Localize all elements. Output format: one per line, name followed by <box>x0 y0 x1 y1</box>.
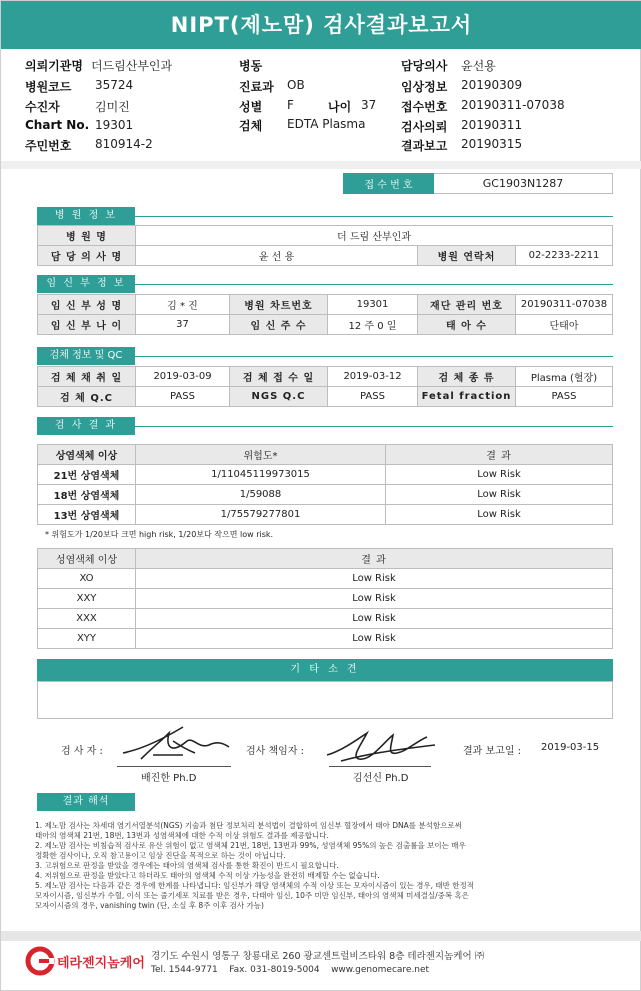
hospital-contact-value: 02-2233-2211 <box>516 246 613 266</box>
company-address: 경기도 수원시 영통구 창룡대로 260 광교센트럴비즈타워 8층 테라젠지놈케어 ㈜ <box>151 951 485 962</box>
fetal-fraction-label: Fetal fraction <box>418 387 516 407</box>
sex-chromosome-header: 성염색체 이상 <box>38 549 136 569</box>
section-patient-info: 임 신 부 정 보 <box>37 275 135 293</box>
value-clinical-info: 20190309 <box>461 78 523 92</box>
note-line: 4. 저위험으로 판정을 받았다고 하더라도 태아의 염색체 수적 이상 가능성을 완전히 배제할 수는 없습니다. <box>35 871 380 880</box>
report-title: NIPT(제노맘) 검사결과보고서 <box>1 1 641 49</box>
section-test-results: 검 사 결 과 <box>37 417 135 435</box>
value-examinee: 김미진 <box>95 100 130 114</box>
table-row <box>38 485 613 505</box>
examiner-label: 검 사 자 : <box>61 746 103 757</box>
value-department: OB <box>287 78 305 92</box>
label-accession: 접수번호 <box>401 100 448 114</box>
sex-xxx-result: Low Risk <box>136 609 613 629</box>
fetus-count-value: 단태아 <box>516 315 613 335</box>
receipt-box <box>343 173 613 194</box>
table-row <box>38 569 613 589</box>
chromosome-21-label: 21번 상염색체 <box>38 465 136 485</box>
hospital-name-label: 병 원 명 <box>38 226 136 246</box>
company-logo <box>25 945 155 977</box>
report-date-label: 결과 보고일 : <box>463 746 522 757</box>
section-hospital-info: 병 원 정 보 <box>37 207 135 225</box>
sex-xo-result: Low Risk <box>136 569 613 589</box>
chromosome-13-label: 13번 상염색체 <box>38 505 136 525</box>
patient-name-label: 임 신 부 성 명 <box>38 295 136 315</box>
ngs-qc-value: PASS <box>328 387 418 407</box>
hospital-name-value: 더 드림 산부인과 <box>136 226 613 246</box>
footer-bar <box>1 931 641 941</box>
header-info <box>1 49 641 161</box>
patient-name-value: 김 * 진 <box>136 295 230 315</box>
value-request: 20190311 <box>461 118 523 132</box>
label-hospital-code: 병원코드 <box>25 80 72 94</box>
remarks-body <box>37 681 613 719</box>
patient-age-label: 임 신 부 나 이 <box>38 315 136 335</box>
remarks-header: 기 타 소 견 <box>37 659 613 681</box>
value-doctor: 윤선용 <box>461 59 496 73</box>
responsible-sign-line <box>329 766 431 767</box>
report-date-value: 2019-03-15 <box>541 742 600 753</box>
receipt-date-label: 검 체 접 수 일 <box>230 367 328 387</box>
chart-number-label: 병원 차트번호 <box>230 295 328 315</box>
label-request: 검사의뢰 <box>401 120 448 134</box>
gestational-weeks-label: 임 신 주 수 <box>230 315 328 335</box>
table-row <box>38 505 613 525</box>
sex-xxy-result: Low Risk <box>136 589 613 609</box>
label-sex: 성별 <box>239 100 263 114</box>
label-chart-no: Chart No. <box>25 118 90 132</box>
note-line: 1. 제노맘 검사는 차세대 염기서열분석(NGS) 기술과 첨단 정보처리 분석법이 결합하여 임신부 혈장에서 태아 DNA를 분석함으로써 <box>35 821 462 830</box>
fetus-count-label: 태 아 수 <box>418 315 516 335</box>
gestational-weeks-value: 12 주 0 일 <box>328 315 418 335</box>
examiner-sign-line <box>117 766 231 767</box>
risk-header: 위험도* <box>136 445 386 465</box>
examiner-signature <box>113 719 233 765</box>
label-doctor: 담당의사 <box>401 59 448 73</box>
label-clinical-info: 임상정보 <box>401 80 448 94</box>
responsible-label: 검사 책임자 : <box>246 746 305 757</box>
patient-table <box>37 294 613 335</box>
note-line: 모자이시즘의 경우, vanishing twin (단, 소실 후 8주 이후 검사 가능) <box>35 901 264 910</box>
sex-xyy-result: Low Risk <box>136 629 613 649</box>
value-report: 20190315 <box>461 137 523 151</box>
mgmt-number-label: 재단 관리 번호 <box>418 295 516 315</box>
sex-xxx-label: XXX <box>38 609 136 629</box>
note-line: 3. 고위험으로 판정을 받았을 경우에는 태아의 염색체 검사를 통한 확진이 반드시 필요합니다. <box>35 861 339 870</box>
chromosome-13-risk: 1/75579277801 <box>136 505 386 525</box>
note-line: 5. 제노맘 검사는 다음과 같은 경우에 한계를 나타냅니다: 임신부가 해당 염색체의 수적 이상 또는 모자이시즘이 있는 경우, 태반 한정적 <box>35 881 474 890</box>
note-line: 정확한 검사이나, 오직 참고용이고 임상 진단을 목적으로 하는 것이 아닙니다. <box>35 851 286 860</box>
value-age: 37 <box>361 98 377 112</box>
label-report: 결과보고 <box>401 139 448 153</box>
sex-result-header: 결 과 <box>136 549 613 569</box>
label-institution: 의뢰기관명 <box>25 59 83 73</box>
sex-xo-label: XO <box>38 569 136 589</box>
section-specimen-qc: 검체 정보 및 QC <box>37 347 135 365</box>
section-rule <box>135 356 613 357</box>
label-examinee: 수진자 <box>25 100 60 114</box>
receipt-date-value: 2019-03-12 <box>328 367 418 387</box>
doctor-name-label: 담 당 의 사 명 <box>38 246 136 266</box>
risk-footnote: * 위험도가 1/20보다 크면 high risk, 1/20보다 작으면 low risk. <box>45 530 274 539</box>
company-logo-text: 테라젠지놈케어 <box>57 956 145 971</box>
value-resident-no: 810914-2 <box>95 137 153 151</box>
specimen-qc-label: 검 체 Q.C <box>38 387 136 407</box>
separator-bar <box>1 161 641 169</box>
genomecare-logo-icon <box>25 946 55 976</box>
hospital-table <box>37 225 613 266</box>
label-age: 나이 <box>328 100 352 114</box>
fetal-fraction-value: PASS <box>516 387 613 407</box>
section-rule <box>135 426 613 427</box>
table-row <box>38 609 613 629</box>
table-row <box>38 589 613 609</box>
chromosome-18-risk: 1/59088 <box>136 485 386 505</box>
specimen-table <box>37 366 613 407</box>
value-sex: F <box>287 98 294 112</box>
sex-xyy-label: XYY <box>38 629 136 649</box>
chromosome-13-result: Low Risk <box>386 505 613 525</box>
chromosome-21-risk: 1/11045119973015 <box>136 465 386 485</box>
hospital-contact-label: 병원 연락처 <box>418 246 516 266</box>
sex-xxy-label: XXY <box>38 589 136 609</box>
mgmt-number-value: 20190311-07038 <box>516 295 613 315</box>
examiner-name: 배진한 Ph.D <box>141 773 197 784</box>
table-row <box>38 629 613 649</box>
value-specimen: EDTA Plasma <box>287 117 366 131</box>
specimen-type-value: Plasma (혈장) <box>516 367 613 387</box>
section-rule <box>135 216 613 217</box>
label-specimen: 검체 <box>239 119 263 133</box>
note-line: 2. 제노맘 검사는 비침습적 검사로 유산 위험이 없고 염색체 21번, 18번, 13번과 99%, 성염색체 95%의 높은 검출률을 보이는 매우 <box>35 841 466 850</box>
chart-number-value: 19301 <box>328 295 418 315</box>
section-rule <box>135 284 613 285</box>
note-line: 모자이시즘, 임신부가 수혈, 이식 또는 줄기세포 치료를 받은 경우, 다태아 임신, 10주 미만 임신부, 태아의 염색체 미세결실/중복 혹은 <box>35 891 470 900</box>
autosome-header: 상염색체 이상 <box>38 445 136 465</box>
value-chart-no: 19301 <box>95 118 134 132</box>
label-resident-no: 주민번호 <box>25 139 72 153</box>
doctor-name-value: 윤 선 용 <box>136 246 418 266</box>
section-interpretation: 결과 해석 <box>37 793 135 811</box>
note-line: 태아의 염색체 21번, 18번, 13번과 성염색체에 대한 수적 이상 위험도 결과를 제공합니다. <box>35 831 329 840</box>
label-ward: 병동 <box>239 59 263 73</box>
collection-date-value: 2019-03-09 <box>136 367 230 387</box>
receipt-label: 접 수 번 호 <box>344 174 434 194</box>
sex-chromosome-table <box>37 548 613 649</box>
value-hospital-code: 35724 <box>95 78 134 92</box>
autosome-results-table <box>37 444 613 525</box>
result-header: 결 과 <box>386 445 613 465</box>
responsible-name: 김선신 Ph.D <box>353 773 409 784</box>
specimen-type-label: 검 체 종 류 <box>418 367 516 387</box>
label-department: 진료과 <box>239 80 274 94</box>
chromosome-18-result: Low Risk <box>386 485 613 505</box>
chromosome-21-result: Low Risk <box>386 465 613 485</box>
ngs-qc-label: NGS Q.C <box>230 387 328 407</box>
table-row <box>38 465 613 485</box>
value-accession: 20190311-07038 <box>461 98 565 112</box>
chromosome-18-label: 18번 상염색체 <box>38 485 136 505</box>
patient-age-value: 37 <box>136 315 230 335</box>
responsible-signature <box>321 723 441 767</box>
value-institution: 더드림산부인과 <box>90 59 173 73</box>
specimen-qc-value: PASS <box>136 387 230 407</box>
company-contact: Tel. 1544-9771 Fax. 031-8019-5004 www.genomecare.net <box>151 965 430 975</box>
receipt-number: GC1903N1287 <box>434 174 613 194</box>
collection-date-label: 검 체 채 취 일 <box>38 367 136 387</box>
interpretation-notes <box>35 821 605 911</box>
